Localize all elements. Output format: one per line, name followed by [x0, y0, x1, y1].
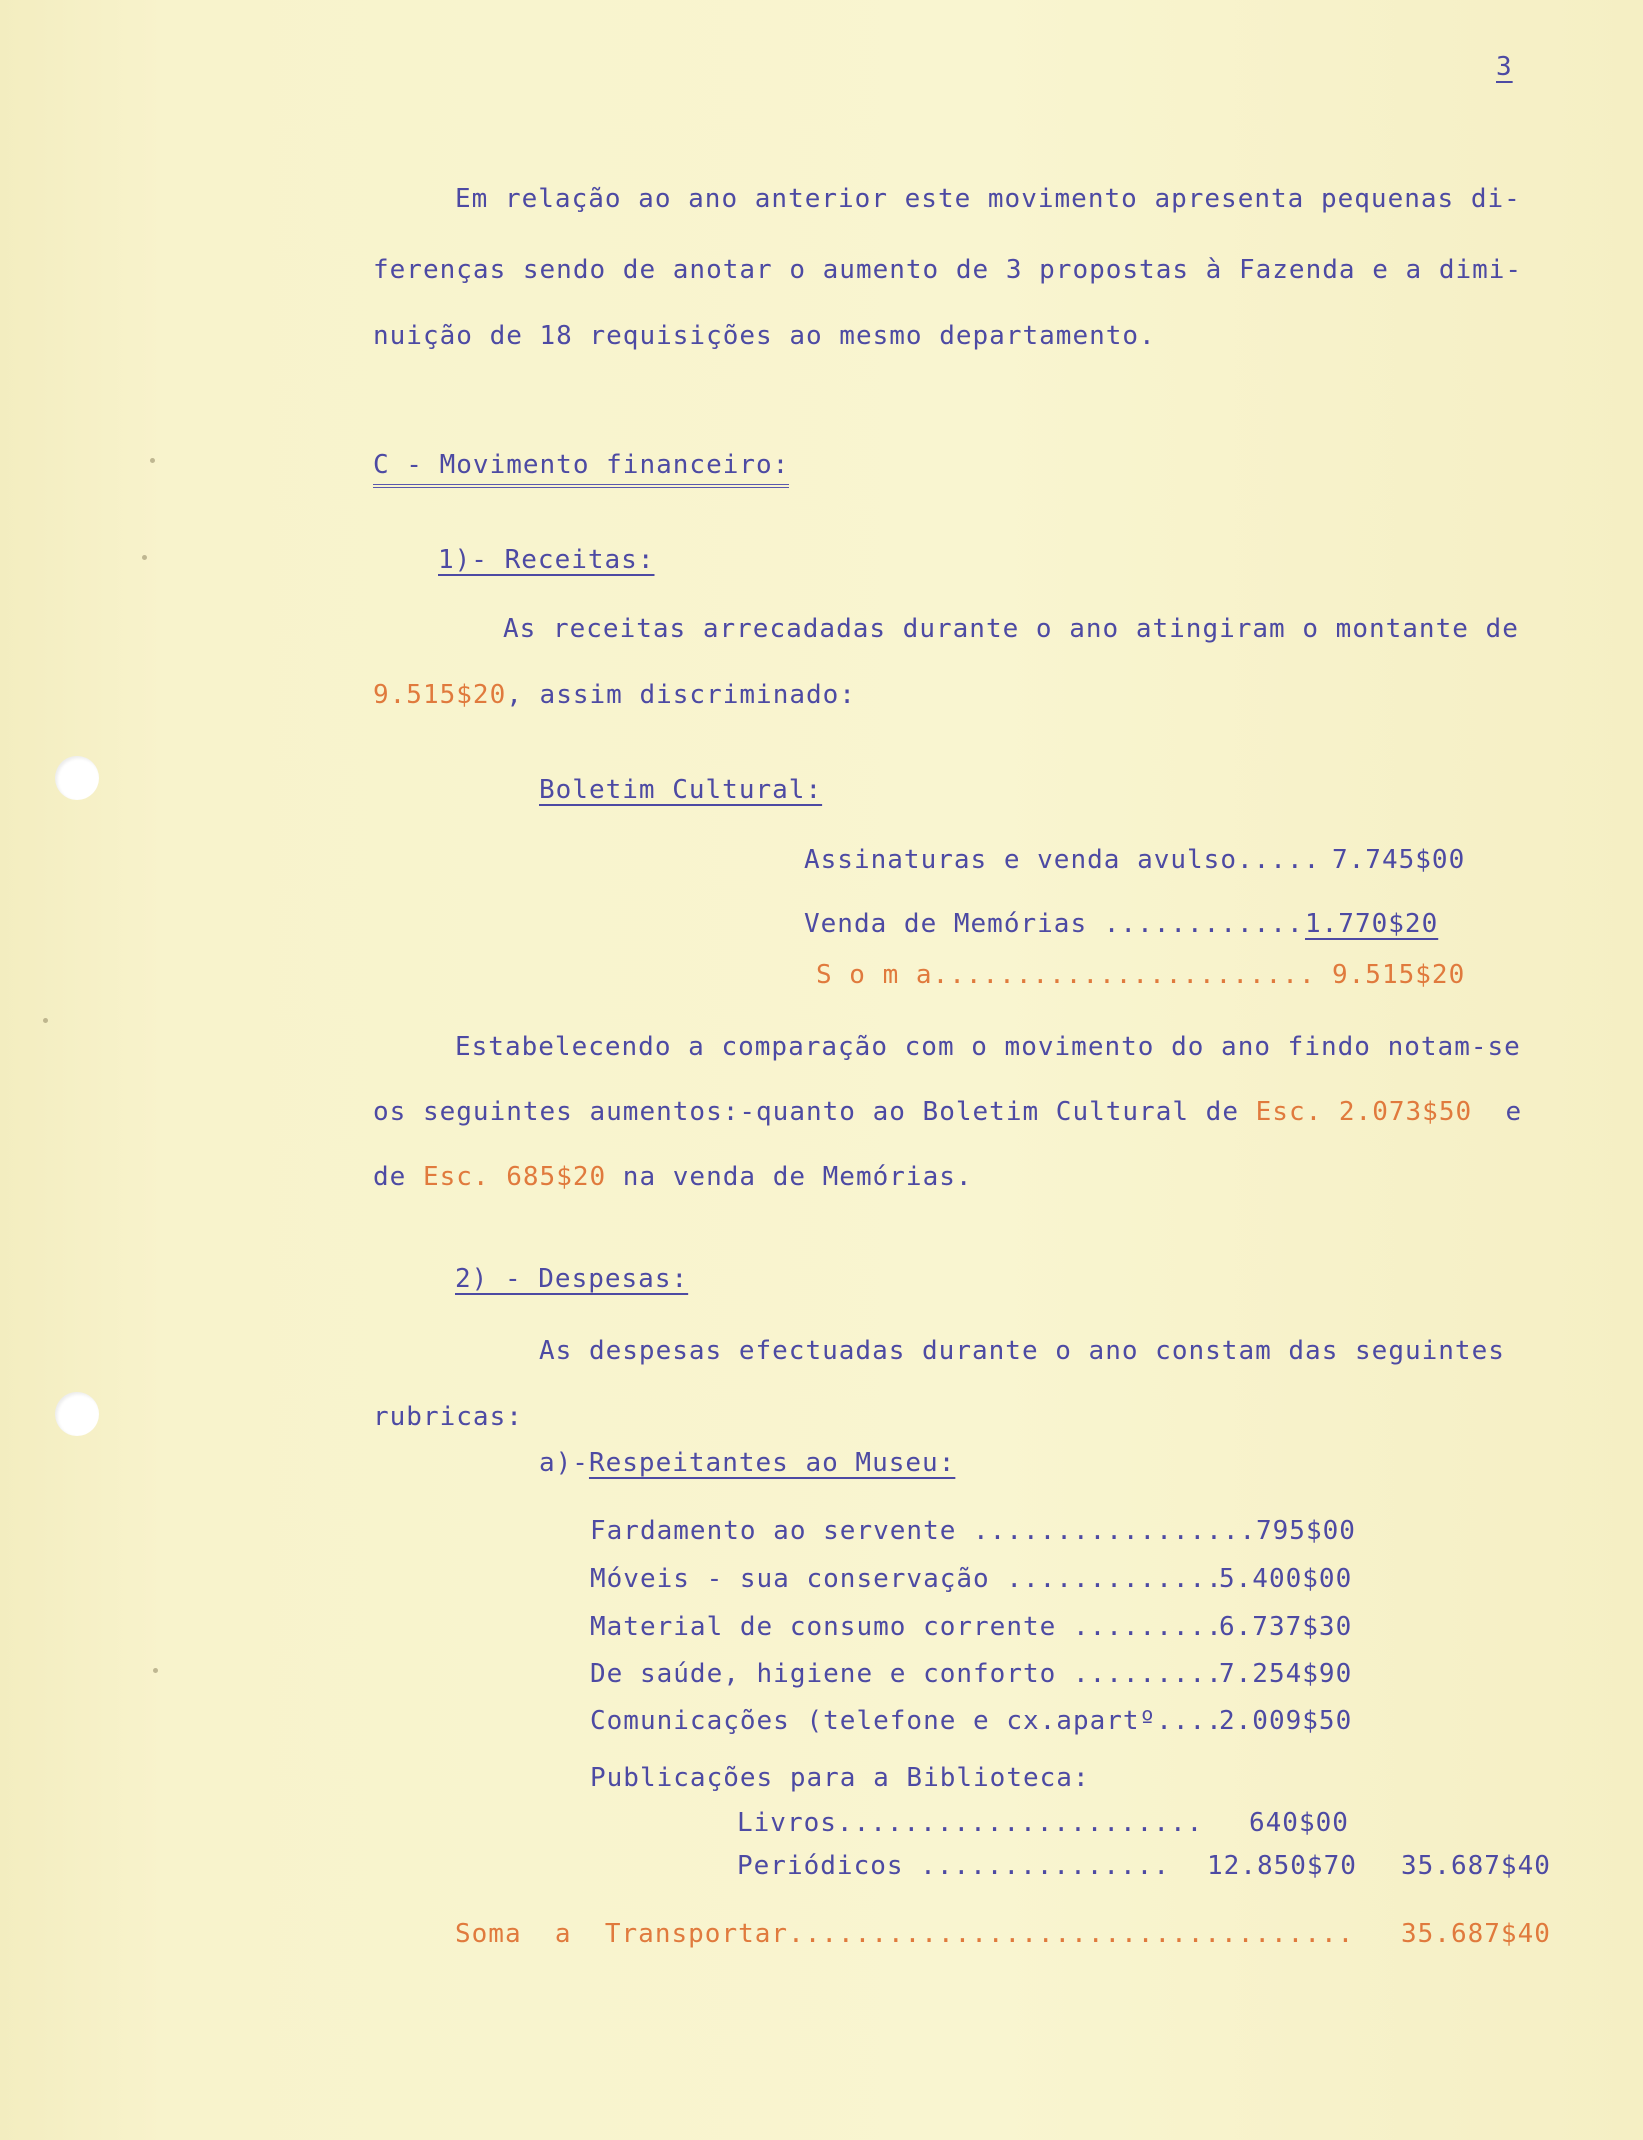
comparacao-text: e — [1472, 1097, 1523, 1127]
receitas-heading: 1)- Receitas: — [438, 545, 655, 575]
despesas-para-line-1: As despesas efectuadas durante o ano constam das seguintes — [539, 1336, 1505, 1366]
speck — [150, 458, 155, 463]
speck — [43, 1018, 48, 1023]
receitas-para-line-1: As receitas arrecadadas durante o ano atingiram o montante de — [503, 614, 1519, 644]
despesas-item-value: 795$00 — [1256, 1516, 1356, 1546]
punch-hole — [55, 756, 99, 800]
publicacoes-label: Publicações para a Biblioteca: — [590, 1763, 1090, 1793]
periodicos-value: 12.850$70 — [1207, 1851, 1357, 1881]
comparacao-line-2 — [373, 1095, 1522, 1129]
receitas-soma-label: S o m a....................... — [816, 960, 1316, 990]
speck — [153, 1668, 158, 1673]
receitas-item-value: 1.770$20 — [1305, 909, 1439, 939]
receitas-item-value: 7.745$00 — [1332, 845, 1466, 875]
despesas-subtotal: 35.687$40 — [1401, 1851, 1551, 1881]
comparacao-amount: Esc. 685$20 — [422, 1162, 607, 1192]
section-c-title: C - Movimento financeiro: — [373, 448, 789, 488]
page-number: 3 — [1496, 52, 1513, 82]
punch-hole — [55, 1392, 99, 1436]
despesas-item-value: 6.737$30 — [1219, 1612, 1353, 1642]
despesas-item-value: 5.400$00 — [1219, 1564, 1353, 1594]
comparacao-amount: Esc. 2.073$50 — [1255, 1097, 1473, 1127]
intro-line-1: Em relação ao ano anterior este movimento apresenta pequenas di- — [455, 184, 1521, 214]
comparacao-text: na venda de Memórias. — [606, 1162, 973, 1192]
despesas-item-label: Comunicações (telefone e cx.apartº.... — [590, 1706, 1223, 1736]
transportar-value: 35.687$40 — [1401, 1919, 1551, 1949]
receitas-item-label: Venda de Memórias ............ — [804, 909, 1304, 939]
livros-label: Livros...................... — [737, 1808, 1204, 1838]
transportar-label: Soma a Transportar.................................. — [455, 1919, 1355, 1949]
comparacao-line-1: Estabelecendo a comparação com o movimento do ano findo notam-se — [455, 1032, 1521, 1062]
despesas-item-value: 2.009$50 — [1219, 1706, 1353, 1736]
receitas-item-label: Assinaturas e venda avulso..... — [804, 845, 1337, 875]
intro-line-3: nuição de 18 requisições ao mesmo departamento. — [373, 321, 1156, 351]
periodicos-label: Periódicos ............... — [737, 1851, 1170, 1881]
livros-value: 640$00 — [1249, 1808, 1349, 1838]
sub-heading-prefix: a)- — [539, 1448, 589, 1478]
receitas-soma-value: 9.515$20 — [1332, 960, 1466, 990]
intro-line-2: ferenças sendo de anotar o aumento de 3 propostas à Fazenda e a dimi- — [373, 255, 1523, 285]
speck — [142, 555, 147, 560]
comparacao-text: de — [373, 1162, 423, 1192]
despesas-item-label: Fardamento ao servente ................. — [590, 1516, 1257, 1546]
sub-heading-text: Respeitantes ao Museu: — [588, 1448, 956, 1478]
receitas-para-line-2-rest: , assim discriminado: — [506, 680, 856, 710]
despesas-item-value: 7.254$90 — [1219, 1659, 1353, 1689]
boletim-heading: Boletim Cultural: — [539, 775, 823, 805]
comparacao-line-3 — [373, 1160, 973, 1194]
receitas-total-amount: 9.515$20 — [373, 680, 507, 710]
despesas-sub-heading — [539, 1446, 955, 1480]
despesas-heading: 2) - Despesas: — [455, 1264, 689, 1294]
comparacao-text: os seguintes aumentos:-quanto ao Boletim Cultural de — [373, 1097, 1256, 1127]
despesas-item-label: De saúde, higiene e conforto ......... — [590, 1659, 1223, 1689]
receitas-para-line-2 — [373, 678, 856, 712]
despesas-item-label: Material de consumo corrente ......... — [590, 1612, 1223, 1642]
despesas-item-label: Móveis - sua conservação ............. — [590, 1564, 1223, 1594]
despesas-para-line-2: rubricas: — [373, 1402, 523, 1432]
